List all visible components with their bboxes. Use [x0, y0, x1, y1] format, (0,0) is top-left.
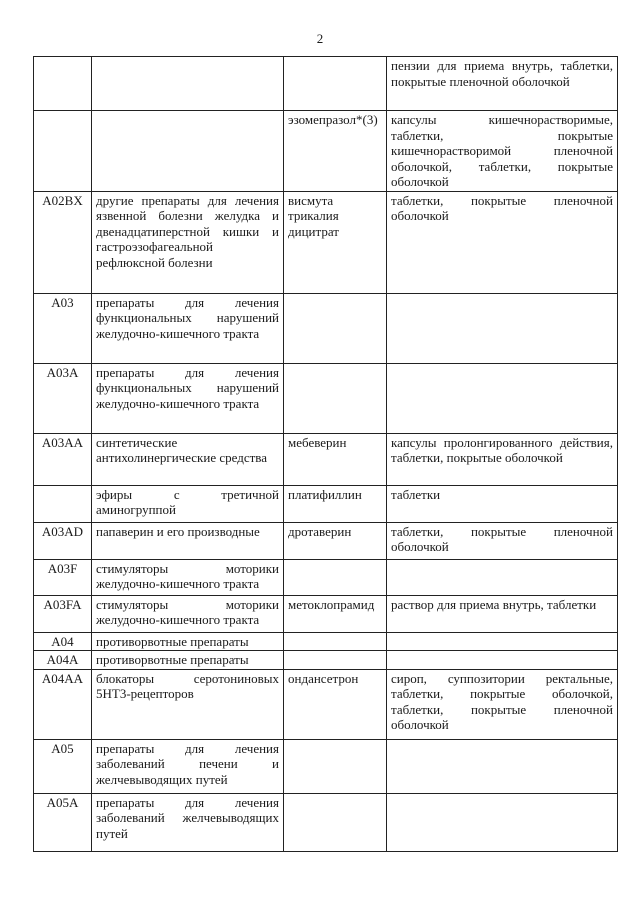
dosage-form-cell [387, 363, 618, 433]
atc-code-cell: A03 [34, 293, 92, 363]
drug-name-cell: ондансетрон [284, 669, 387, 739]
table-row [34, 433, 618, 485]
atc-code-cell: A04AA [34, 669, 92, 739]
dosage-form-cell [387, 293, 618, 363]
table-row [34, 739, 618, 793]
dosage-form-cell: капсулы кишечнорастворимые, таблетки, покрытые кишечнорастворимой пленочной оболочкой, таблетки, покрытые оболочкой [387, 111, 618, 192]
drug-name-cell: мебеверин [284, 433, 387, 485]
drug-group-cell: стимуляторы моторики желудочно-кишечного тракта [92, 559, 284, 595]
dosage-form-cell: таблетки, покрытые пленочной оболочкой [387, 191, 618, 293]
dosage-form-cell: таблетки [387, 485, 618, 522]
atc-code-cell: A03A [34, 363, 92, 433]
table-row [34, 111, 618, 192]
drug-group-cell [92, 111, 284, 192]
drug-group-cell: препараты для лечения функциональных нарушений желудочно-кишечного тракта [92, 363, 284, 433]
atc-code-cell: A03F [34, 559, 92, 595]
atc-code-cell: A03AA [34, 433, 92, 485]
drug-group-cell: эфиры с третичной аминогруппой [92, 485, 284, 522]
drug-name-cell [284, 57, 387, 111]
table-row [34, 559, 618, 595]
drug-group-cell: блокаторы серотониновых 5HT3-рецепторов [92, 669, 284, 739]
dosage-form-cell [387, 559, 618, 595]
drug-name-cell [284, 651, 387, 670]
atc-code-cell: A03FA [34, 595, 92, 632]
table-row [34, 632, 618, 651]
atc-code-cell: A02BX [34, 191, 92, 293]
drug-name-cell [284, 632, 387, 651]
drug-name-cell: висмута трикалия дицитрат [284, 191, 387, 293]
atc-code-cell [34, 111, 92, 192]
table-row [34, 293, 618, 363]
table-row [34, 522, 618, 559]
table-row [34, 651, 618, 670]
dosage-form-cell [387, 793, 618, 851]
table-row [34, 485, 618, 522]
table-row [34, 363, 618, 433]
dosage-form-cell [387, 739, 618, 793]
drug-group-cell: препараты для лечения заболеваний желчевыводящих путей [92, 793, 284, 851]
drug-group-cell: препараты для лечения заболеваний печени и желчевыводящих путей [92, 739, 284, 793]
dosage-form-cell [387, 632, 618, 651]
table-row [34, 191, 618, 293]
page-number: 2 [316, 31, 324, 46]
drug-group-cell: противорвотные препараты [92, 632, 284, 651]
drug-group-cell: противорвотные препараты [92, 651, 284, 670]
drug-group-cell [92, 57, 284, 111]
atc-code-cell: A05 [34, 739, 92, 793]
drug-group-cell: папаверин и его производные [92, 522, 284, 559]
drug-name-cell: платифиллин [284, 485, 387, 522]
drug-group-cell: стимуляторы моторики желудочно-кишечного тракта [92, 595, 284, 632]
drug-name-cell [284, 293, 387, 363]
dosage-form-cell: пензии для приема внутрь, таблетки, покрытые пленочной оболочкой [387, 57, 618, 111]
drug-group-cell: синтетические антихолинергические средства [92, 433, 284, 485]
drug-name-cell [284, 793, 387, 851]
dosage-form-cell [387, 651, 618, 670]
atc-code-cell: A04A [34, 651, 92, 670]
atc-code-cell: A05A [34, 793, 92, 851]
dosage-form-cell: капсулы пролонгированного действия, таблетки, покрытые оболочкой [387, 433, 618, 485]
dosage-form-cell: сироп, суппозитории ректальные, таблетки, покрытые оболочкой, таблетки, покрытые пленочной оболочкой [387, 669, 618, 739]
atc-code-cell: A04 [34, 632, 92, 651]
drug-name-cell: метоклопрамид [284, 595, 387, 632]
drug-name-cell [284, 363, 387, 433]
atc-code-cell: A03AD [34, 522, 92, 559]
drug-name-cell: эзомепразол*(3) [284, 111, 387, 192]
table-row [34, 793, 618, 851]
drug-name-cell [284, 559, 387, 595]
drug-group-cell: препараты для лечения функциональных нарушений желудочно-кишечного тракта [92, 293, 284, 363]
atc-code-cell [34, 485, 92, 522]
drug-name-cell [284, 739, 387, 793]
atc-code-cell [34, 57, 92, 111]
drug-name-cell: дротаверин [284, 522, 387, 559]
table-row [34, 57, 618, 111]
table-row [34, 595, 618, 632]
drug-table [33, 56, 618, 852]
table-row [34, 669, 618, 739]
dosage-form-cell: таблетки, покрытые пленочной оболочкой [387, 522, 618, 559]
drug-group-cell: другие препараты для лечения язвенной болезни желудка и двенадцатиперстной кишки и гастроэзофагеальной рефлюксной болезни [92, 191, 284, 293]
dosage-form-cell: раствор для приема внутрь, таблетки [387, 595, 618, 632]
